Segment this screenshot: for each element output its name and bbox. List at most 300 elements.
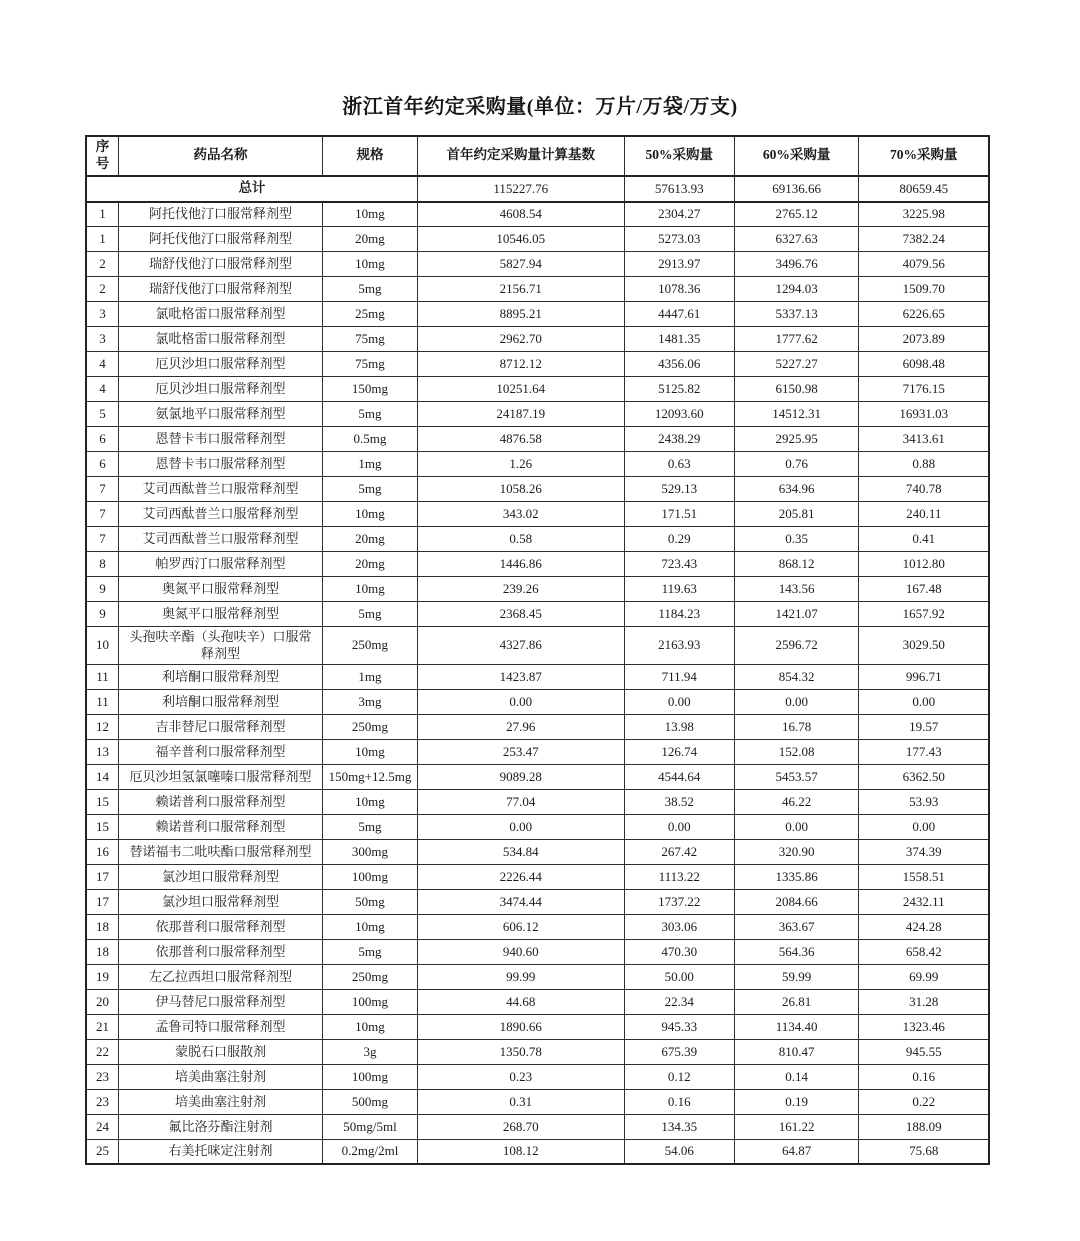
qty-70: 1323.46 bbox=[859, 1014, 989, 1039]
drug-name: 氨氯地平口服常释剂型 bbox=[119, 402, 323, 427]
row-no: 6 bbox=[86, 452, 119, 477]
qty-70: 7382.24 bbox=[859, 227, 989, 252]
qty-50: 5273.03 bbox=[624, 227, 734, 252]
qty-70: 167.48 bbox=[859, 577, 989, 602]
spec: 300mg bbox=[323, 839, 418, 864]
base-qty: 99.99 bbox=[417, 964, 624, 989]
drug-row bbox=[86, 627, 989, 665]
drug-row bbox=[86, 327, 989, 352]
row-no: 4 bbox=[86, 352, 119, 377]
qty-50: 723.43 bbox=[624, 552, 734, 577]
base-qty: 0.00 bbox=[417, 689, 624, 714]
qty-50: 470.30 bbox=[624, 939, 734, 964]
qty-60: 0.00 bbox=[734, 689, 859, 714]
spec: 250mg bbox=[323, 714, 418, 739]
base-qty: 1058.26 bbox=[417, 477, 624, 502]
procurement-table bbox=[85, 135, 990, 1165]
base-qty: 2226.44 bbox=[417, 864, 624, 889]
spec: 100mg bbox=[323, 989, 418, 1014]
qty-60: 0.35 bbox=[734, 527, 859, 552]
qty-60: 16.78 bbox=[734, 714, 859, 739]
qty-50: 0.29 bbox=[624, 527, 734, 552]
qty-60: 363.67 bbox=[734, 914, 859, 939]
qty-50: 22.34 bbox=[624, 989, 734, 1014]
drug-row bbox=[86, 739, 989, 764]
qty-60: 26.81 bbox=[734, 989, 859, 1014]
base-qty: 9089.28 bbox=[417, 764, 624, 789]
row-no: 15 bbox=[86, 814, 119, 839]
spec: 20mg bbox=[323, 227, 418, 252]
drug-name: 氯吡格雷口服常释剂型 bbox=[119, 302, 323, 327]
drug-row bbox=[86, 764, 989, 789]
drug-name: 恩替卡韦口服常释剂型 bbox=[119, 452, 323, 477]
col-header-spec: 规格 bbox=[323, 136, 418, 176]
drug-row bbox=[86, 502, 989, 527]
spec: 3g bbox=[323, 1039, 418, 1064]
row-no: 6 bbox=[86, 427, 119, 452]
qty-70: 945.55 bbox=[859, 1039, 989, 1064]
drug-row bbox=[86, 552, 989, 577]
row-no: 11 bbox=[86, 689, 119, 714]
row-no: 18 bbox=[86, 939, 119, 964]
qty-60: 0.00 bbox=[734, 814, 859, 839]
qty-60: 143.56 bbox=[734, 577, 859, 602]
spec: 100mg bbox=[323, 1064, 418, 1089]
drug-name: 培美曲塞注射剂 bbox=[119, 1089, 323, 1114]
drug-name: 赖诺普利口服常释剂型 bbox=[119, 789, 323, 814]
drug-row bbox=[86, 889, 989, 914]
qty-70: 0.88 bbox=[859, 452, 989, 477]
qty-60: 2084.66 bbox=[734, 889, 859, 914]
drug-name: 奥氮平口服常释剂型 bbox=[119, 602, 323, 627]
row-no: 18 bbox=[86, 914, 119, 939]
qty-50: 126.74 bbox=[624, 739, 734, 764]
qty-70: 6226.65 bbox=[859, 302, 989, 327]
qty-70: 4079.56 bbox=[859, 252, 989, 277]
row-no: 24 bbox=[86, 1114, 119, 1139]
qty-70: 0.00 bbox=[859, 814, 989, 839]
qty-50: 171.51 bbox=[624, 502, 734, 527]
drug-row bbox=[86, 1139, 989, 1164]
drug-row bbox=[86, 427, 989, 452]
qty-60: 2765.12 bbox=[734, 202, 859, 227]
qty-50: 1078.36 bbox=[624, 277, 734, 302]
qty-50: 267.42 bbox=[624, 839, 734, 864]
base-qty: 343.02 bbox=[417, 502, 624, 527]
drug-row bbox=[86, 527, 989, 552]
drug-name: 孟鲁司特口服常释剂型 bbox=[119, 1014, 323, 1039]
spec: 100mg bbox=[323, 864, 418, 889]
drug-name: 左乙拉西坦口服常释剂型 bbox=[119, 964, 323, 989]
qty-70: 7176.15 bbox=[859, 377, 989, 402]
drug-name: 阿托伐他汀口服常释剂型 bbox=[119, 202, 323, 227]
qty-70: 3225.98 bbox=[859, 202, 989, 227]
table-body bbox=[86, 176, 989, 1165]
base-qty: 2368.45 bbox=[417, 602, 624, 627]
qty-50: 4544.64 bbox=[624, 764, 734, 789]
spec: 250mg bbox=[323, 627, 418, 665]
drug-name: 依那普利口服常释剂型 bbox=[119, 914, 323, 939]
qty-60: 810.47 bbox=[734, 1039, 859, 1064]
qty-70: 75.68 bbox=[859, 1139, 989, 1164]
qty-50: 1113.22 bbox=[624, 864, 734, 889]
spec: 150mg bbox=[323, 377, 418, 402]
row-no: 3 bbox=[86, 302, 119, 327]
spec: 10mg bbox=[323, 252, 418, 277]
drug-row bbox=[86, 477, 989, 502]
spec: 10mg bbox=[323, 1014, 418, 1039]
base-qty: 108.12 bbox=[417, 1139, 624, 1164]
row-no: 23 bbox=[86, 1089, 119, 1114]
spec: 10mg bbox=[323, 577, 418, 602]
row-no: 22 bbox=[86, 1039, 119, 1064]
drug-row bbox=[86, 914, 989, 939]
total-qty-50: 57613.93 bbox=[624, 176, 734, 202]
base-qty: 27.96 bbox=[417, 714, 624, 739]
qty-70: 6362.50 bbox=[859, 764, 989, 789]
drug-row bbox=[86, 452, 989, 477]
base-qty: 4327.86 bbox=[417, 627, 624, 665]
row-no: 2 bbox=[86, 252, 119, 277]
qty-70: 1012.80 bbox=[859, 552, 989, 577]
row-no: 4 bbox=[86, 377, 119, 402]
spec: 1mg bbox=[323, 664, 418, 689]
drug-name: 瑞舒伐他汀口服常释剂型 bbox=[119, 252, 323, 277]
base-qty: 44.68 bbox=[417, 989, 624, 1014]
qty-70: 0.41 bbox=[859, 527, 989, 552]
col-header-no: 序号 bbox=[86, 136, 119, 176]
qty-50: 4447.61 bbox=[624, 302, 734, 327]
row-no: 2 bbox=[86, 277, 119, 302]
col-header-base-qty: 首年约定采购量计算基数 bbox=[417, 136, 624, 176]
drug-name: 赖诺普利口服常释剂型 bbox=[119, 814, 323, 839]
drug-name: 吉非替尼口服常释剂型 bbox=[119, 714, 323, 739]
spec: 10mg bbox=[323, 914, 418, 939]
base-qty: 253.47 bbox=[417, 739, 624, 764]
qty-50: 0.00 bbox=[624, 689, 734, 714]
qty-50: 2304.27 bbox=[624, 202, 734, 227]
spec: 150mg+12.5mg bbox=[323, 764, 418, 789]
drug-row bbox=[86, 939, 989, 964]
row-no: 7 bbox=[86, 502, 119, 527]
qty-50: 675.39 bbox=[624, 1039, 734, 1064]
spec: 75mg bbox=[323, 327, 418, 352]
base-qty: 10546.05 bbox=[417, 227, 624, 252]
qty-50: 0.12 bbox=[624, 1064, 734, 1089]
qty-70: 1657.92 bbox=[859, 602, 989, 627]
qty-50: 2438.29 bbox=[624, 427, 734, 452]
qty-70: 1509.70 bbox=[859, 277, 989, 302]
col-header-qty-70: 70%采购量 bbox=[859, 136, 989, 176]
drug-name: 艾司西酞普兰口服常释剂型 bbox=[119, 502, 323, 527]
qty-50: 1184.23 bbox=[624, 602, 734, 627]
qty-60: 1777.62 bbox=[734, 327, 859, 352]
drug-row bbox=[86, 839, 989, 864]
spec: 10mg bbox=[323, 202, 418, 227]
qty-60: 3496.76 bbox=[734, 252, 859, 277]
row-no: 20 bbox=[86, 989, 119, 1014]
qty-70: 1558.51 bbox=[859, 864, 989, 889]
base-qty: 1446.86 bbox=[417, 552, 624, 577]
qty-50: 134.35 bbox=[624, 1114, 734, 1139]
qty-50: 4356.06 bbox=[624, 352, 734, 377]
qty-50: 54.06 bbox=[624, 1139, 734, 1164]
qty-60: 0.19 bbox=[734, 1089, 859, 1114]
drug-row bbox=[86, 352, 989, 377]
spec: 1mg bbox=[323, 452, 418, 477]
qty-70: 996.71 bbox=[859, 664, 989, 689]
qty-70: 31.28 bbox=[859, 989, 989, 1014]
row-no: 14 bbox=[86, 764, 119, 789]
drug-name: 头孢呋辛酯（头孢呋辛）口服常释剂型 bbox=[119, 627, 323, 665]
drug-row bbox=[86, 1114, 989, 1139]
drug-row bbox=[86, 402, 989, 427]
qty-50: 13.98 bbox=[624, 714, 734, 739]
qty-70: 0.16 bbox=[859, 1064, 989, 1089]
base-qty: 4608.54 bbox=[417, 202, 624, 227]
qty-60: 1134.40 bbox=[734, 1014, 859, 1039]
spec: 0.2mg/2ml bbox=[323, 1139, 418, 1164]
qty-50: 38.52 bbox=[624, 789, 734, 814]
row-no: 8 bbox=[86, 552, 119, 577]
spec: 50mg bbox=[323, 889, 418, 914]
drug-row bbox=[86, 689, 989, 714]
spec: 3mg bbox=[323, 689, 418, 714]
drug-name: 艾司西酞普兰口服常释剂型 bbox=[119, 527, 323, 552]
qty-50: 119.63 bbox=[624, 577, 734, 602]
qty-70: 424.28 bbox=[859, 914, 989, 939]
qty-50: 12093.60 bbox=[624, 402, 734, 427]
drug-name: 氯沙坦口服常释剂型 bbox=[119, 864, 323, 889]
spec: 5mg bbox=[323, 402, 418, 427]
qty-50: 1737.22 bbox=[624, 889, 734, 914]
qty-70: 53.93 bbox=[859, 789, 989, 814]
qty-70: 3413.61 bbox=[859, 427, 989, 452]
drug-row bbox=[86, 577, 989, 602]
base-qty: 0.00 bbox=[417, 814, 624, 839]
qty-70: 69.99 bbox=[859, 964, 989, 989]
base-qty: 0.31 bbox=[417, 1089, 624, 1114]
base-qty: 8895.21 bbox=[417, 302, 624, 327]
qty-60: 161.22 bbox=[734, 1114, 859, 1139]
spec: 5mg bbox=[323, 477, 418, 502]
drug-name: 恩替卡韦口服常释剂型 bbox=[119, 427, 323, 452]
row-no: 11 bbox=[86, 664, 119, 689]
row-no: 12 bbox=[86, 714, 119, 739]
drug-row bbox=[86, 602, 989, 627]
base-qty: 0.23 bbox=[417, 1064, 624, 1089]
drug-name: 氟比洛芬酯注射剂 bbox=[119, 1114, 323, 1139]
qty-70: 374.39 bbox=[859, 839, 989, 864]
qty-70: 740.78 bbox=[859, 477, 989, 502]
qty-60: 6150.98 bbox=[734, 377, 859, 402]
drug-row bbox=[86, 1014, 989, 1039]
spec: 10mg bbox=[323, 739, 418, 764]
qty-50: 0.63 bbox=[624, 452, 734, 477]
drug-row bbox=[86, 1064, 989, 1089]
drug-row bbox=[86, 277, 989, 302]
qty-50: 2913.97 bbox=[624, 252, 734, 277]
base-qty: 940.60 bbox=[417, 939, 624, 964]
drug-row bbox=[86, 1039, 989, 1064]
row-no: 25 bbox=[86, 1139, 119, 1164]
qty-60: 152.08 bbox=[734, 739, 859, 764]
drug-row bbox=[86, 1089, 989, 1114]
row-no: 19 bbox=[86, 964, 119, 989]
total-qty-70: 80659.45 bbox=[859, 176, 989, 202]
base-qty: 606.12 bbox=[417, 914, 624, 939]
qty-70: 658.42 bbox=[859, 939, 989, 964]
qty-60: 2925.95 bbox=[734, 427, 859, 452]
row-no: 5 bbox=[86, 402, 119, 427]
qty-60: 59.99 bbox=[734, 964, 859, 989]
drug-row bbox=[86, 302, 989, 327]
qty-50: 50.00 bbox=[624, 964, 734, 989]
spec: 5mg bbox=[323, 277, 418, 302]
qty-50: 945.33 bbox=[624, 1014, 734, 1039]
qty-70: 188.09 bbox=[859, 1114, 989, 1139]
base-qty: 10251.64 bbox=[417, 377, 624, 402]
base-qty: 77.04 bbox=[417, 789, 624, 814]
drug-name: 厄贝沙坦氢氯噻嗪口服常释剂型 bbox=[119, 764, 323, 789]
qty-70: 240.11 bbox=[859, 502, 989, 527]
qty-60: 320.90 bbox=[734, 839, 859, 864]
base-qty: 0.58 bbox=[417, 527, 624, 552]
base-qty: 1423.87 bbox=[417, 664, 624, 689]
base-qty: 534.84 bbox=[417, 839, 624, 864]
drug-row bbox=[86, 714, 989, 739]
qty-60: 0.76 bbox=[734, 452, 859, 477]
row-no: 15 bbox=[86, 789, 119, 814]
base-qty: 1.26 bbox=[417, 452, 624, 477]
qty-70: 0.00 bbox=[859, 689, 989, 714]
row-no: 1 bbox=[86, 227, 119, 252]
row-no: 21 bbox=[86, 1014, 119, 1039]
qty-60: 1294.03 bbox=[734, 277, 859, 302]
spec: 5mg bbox=[323, 602, 418, 627]
qty-60: 205.81 bbox=[734, 502, 859, 527]
drug-name: 培美曲塞注射剂 bbox=[119, 1064, 323, 1089]
drug-name: 奥氮平口服常释剂型 bbox=[119, 577, 323, 602]
drug-name: 利培酮口服常释剂型 bbox=[119, 664, 323, 689]
row-no: 13 bbox=[86, 739, 119, 764]
base-qty: 24187.19 bbox=[417, 402, 624, 427]
spec: 5mg bbox=[323, 814, 418, 839]
qty-60: 868.12 bbox=[734, 552, 859, 577]
qty-60: 5453.57 bbox=[734, 764, 859, 789]
total-label: 总计 bbox=[86, 176, 417, 202]
qty-60: 64.87 bbox=[734, 1139, 859, 1164]
qty-50: 0.00 bbox=[624, 814, 734, 839]
drug-name: 蒙脱石口服散剂 bbox=[119, 1039, 323, 1064]
drug-row bbox=[86, 202, 989, 227]
qty-60: 1335.86 bbox=[734, 864, 859, 889]
spec: 50mg/5ml bbox=[323, 1114, 418, 1139]
row-no: 10 bbox=[86, 627, 119, 665]
drug-name: 阿托伐他汀口服常释剂型 bbox=[119, 227, 323, 252]
drug-name: 伊马替尼口服常释剂型 bbox=[119, 989, 323, 1014]
qty-60: 564.36 bbox=[734, 939, 859, 964]
qty-50: 0.16 bbox=[624, 1089, 734, 1114]
total-row bbox=[86, 176, 989, 202]
total-qty-60: 69136.66 bbox=[734, 176, 859, 202]
base-qty: 268.70 bbox=[417, 1114, 624, 1139]
base-qty: 2962.70 bbox=[417, 327, 624, 352]
spec: 10mg bbox=[323, 502, 418, 527]
drug-name: 依那普利口服常释剂型 bbox=[119, 939, 323, 964]
col-header-drug-name: 药品名称 bbox=[119, 136, 323, 176]
spec: 20mg bbox=[323, 527, 418, 552]
spec: 500mg bbox=[323, 1089, 418, 1114]
qty-70: 3029.50 bbox=[859, 627, 989, 665]
qty-60: 14512.31 bbox=[734, 402, 859, 427]
drug-name: 右美托咪定注射剂 bbox=[119, 1139, 323, 1164]
row-no: 23 bbox=[86, 1064, 119, 1089]
drug-name: 帕罗西汀口服常释剂型 bbox=[119, 552, 323, 577]
qty-60: 2596.72 bbox=[734, 627, 859, 665]
base-qty: 239.26 bbox=[417, 577, 624, 602]
drug-name: 氯沙坦口服常释剂型 bbox=[119, 889, 323, 914]
drug-name: 瑞舒伐他汀口服常释剂型 bbox=[119, 277, 323, 302]
drug-name: 厄贝沙坦口服常释剂型 bbox=[119, 377, 323, 402]
qty-60: 5337.13 bbox=[734, 302, 859, 327]
col-header-qty-50: 50%采购量 bbox=[624, 136, 734, 176]
page-title: 浙江首年约定采购量(单位：万片/万袋/万支) bbox=[342, 96, 738, 118]
qty-60: 6327.63 bbox=[734, 227, 859, 252]
row-no: 17 bbox=[86, 864, 119, 889]
qty-60: 0.14 bbox=[734, 1064, 859, 1089]
spec: 250mg bbox=[323, 964, 418, 989]
base-qty: 2156.71 bbox=[417, 277, 624, 302]
qty-70: 6098.48 bbox=[859, 352, 989, 377]
qty-60: 46.22 bbox=[734, 789, 859, 814]
row-no: 3 bbox=[86, 327, 119, 352]
qty-60: 5227.27 bbox=[734, 352, 859, 377]
base-qty: 8712.12 bbox=[417, 352, 624, 377]
spec: 20mg bbox=[323, 552, 418, 577]
qty-60: 854.32 bbox=[734, 664, 859, 689]
spec: 0.5mg bbox=[323, 427, 418, 452]
drug-name: 福辛普利口服常释剂型 bbox=[119, 739, 323, 764]
spec: 75mg bbox=[323, 352, 418, 377]
qty-70: 177.43 bbox=[859, 739, 989, 764]
drug-name: 氯吡格雷口服常释剂型 bbox=[119, 327, 323, 352]
drug-row bbox=[86, 377, 989, 402]
qty-60: 634.96 bbox=[734, 477, 859, 502]
drug-row bbox=[86, 864, 989, 889]
row-no: 9 bbox=[86, 577, 119, 602]
base-qty: 3474.44 bbox=[417, 889, 624, 914]
col-header-qty-60: 60%采购量 bbox=[734, 136, 859, 176]
header-row bbox=[86, 136, 989, 176]
base-qty: 4876.58 bbox=[417, 427, 624, 452]
base-qty: 5827.94 bbox=[417, 252, 624, 277]
qty-50: 2163.93 bbox=[624, 627, 734, 665]
qty-70: 2073.89 bbox=[859, 327, 989, 352]
drug-row bbox=[86, 789, 989, 814]
spec: 5mg bbox=[323, 939, 418, 964]
qty-50: 1481.35 bbox=[624, 327, 734, 352]
base-qty: 1890.66 bbox=[417, 1014, 624, 1039]
qty-70: 2432.11 bbox=[859, 889, 989, 914]
qty-50: 529.13 bbox=[624, 477, 734, 502]
qty-70: 19.57 bbox=[859, 714, 989, 739]
drug-name: 艾司西酞普兰口服常释剂型 bbox=[119, 477, 323, 502]
drug-row bbox=[86, 989, 989, 1014]
row-no: 7 bbox=[86, 527, 119, 552]
qty-70: 16931.03 bbox=[859, 402, 989, 427]
spec: 25mg bbox=[323, 302, 418, 327]
